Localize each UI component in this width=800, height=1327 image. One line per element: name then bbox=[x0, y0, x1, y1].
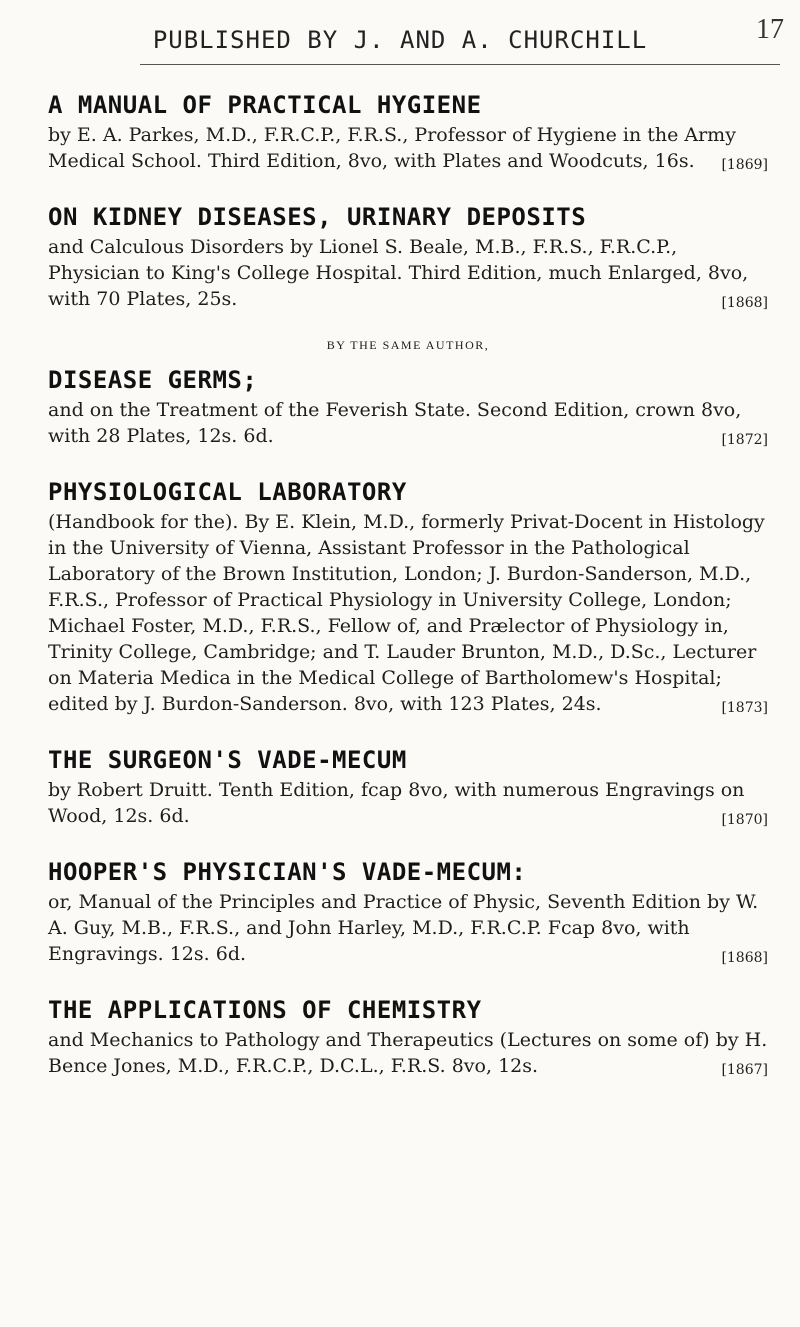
entry-description-text: or, Manual of the Principles and Practice of Physic, Seventh Edition by W. A. Guy, M.B., F.R.S., and John Harley, M.D., F.R.C.P. Fcap 8vo, with Engravings. 12s. 6d. bbox=[48, 891, 759, 965]
catalogue-entry bbox=[48, 88, 768, 174]
entry-description bbox=[48, 234, 768, 312]
entry-description-text: and Mechanics to Pathology and Therapeutics (Lectures on some of) by H. Bence Jones, M.D., F.R.C.P., D.C.L., F.R.S. 8vo, 12s. bbox=[48, 1029, 768, 1077]
entry-description-text: and Calculous Disorders by Lionel S. Beale, M.B., F.R.S., F.R.C.P., Physician to King's College Hospital. Third Edition, much Enlarged, 8vo, with 70 Plates, 25s. bbox=[48, 236, 749, 310]
entry-year: [1870] bbox=[721, 812, 768, 828]
entry-title: PHYSIOLOGICAL LABORATORY bbox=[48, 478, 407, 506]
entry-description bbox=[48, 889, 768, 967]
catalogue-entry bbox=[48, 993, 768, 1079]
catalogue-entry bbox=[48, 855, 768, 967]
entry-title: THE APPLICATIONS OF CHEMISTRY bbox=[48, 996, 482, 1024]
entry-description bbox=[48, 1027, 768, 1079]
entry-year: [1872] bbox=[721, 432, 768, 448]
catalogue-entry bbox=[48, 338, 768, 449]
entry-year: [1868] bbox=[721, 295, 768, 311]
entry-description-text: by E. A. Parkes, M.D., F.R.C.P., F.R.S., Professor of Hygiene in the Army Medical School. Third Edition, 8vo, with Plates and Woodcuts, 16s. bbox=[48, 124, 736, 172]
running-title: PUBLISHED BY J. AND A. CHURCHILL bbox=[152, 26, 648, 54]
entry-year: [1868] bbox=[721, 950, 768, 966]
entry-year: [1869] bbox=[721, 157, 768, 173]
entry-description-text: by Robert Druitt. Tenth Edition, fcap 8vo, with numerous Engravings on Wood, 12s. 6d. bbox=[48, 779, 745, 827]
entry-description bbox=[48, 122, 768, 174]
entry-title: HOOPER'S PHYSICIAN'S VADE-MECUM: bbox=[48, 858, 527, 886]
catalogue-entry bbox=[48, 475, 768, 717]
entry-description-text: (Handbook for the). By E. Klein, M.D., formerly Privat-Docent in Histology in the University of Vienna, Assistant Professor in the Pathological Laboratory of the Brown Institution, London; J. Burdon-Sanderson, M.D., F.R.S., Professor of Practical Physiology in University College, London; Michael Foster, M.D., F.R.S., Fellow of, and Prælector of Physiology in, Trinity College, Cambridge; and T. Lauder Brunton, M.D., D.Sc., Lecturer on Materia Medica in the Medical College of Bartholomew's Hospital; edited by J. Burdon-Sanderson. 8vo, with 123 Plates, 24s. bbox=[48, 511, 765, 715]
catalogue-entries bbox=[48, 88, 768, 1105]
entry-preheading: BY THE SAME AUTHOR, bbox=[326, 338, 490, 352]
page-number: 17 bbox=[756, 14, 784, 45]
entry-description bbox=[48, 397, 768, 449]
entry-title: A MANUAL OF PRACTICAL HYGIENE bbox=[48, 91, 482, 119]
entry-title: ON KIDNEY DISEASES, URINARY DEPOSITS bbox=[48, 203, 587, 231]
entry-title: THE SURGEON'S VADE-MECUM bbox=[48, 746, 407, 774]
entry-year: [1873] bbox=[721, 700, 768, 716]
entry-description-text: and on the Treatment of the Feverish State. Second Edition, crown 8vo, with 28 Plates, 12s. 6d. bbox=[48, 399, 742, 447]
entry-year: [1867] bbox=[721, 1062, 768, 1078]
catalogue-entry bbox=[48, 743, 768, 829]
entry-title: DISEASE GERMS; bbox=[48, 366, 258, 394]
catalogue-entry bbox=[48, 200, 768, 312]
header-rule bbox=[140, 64, 780, 65]
entry-description bbox=[48, 509, 768, 717]
entry-description bbox=[48, 777, 768, 829]
